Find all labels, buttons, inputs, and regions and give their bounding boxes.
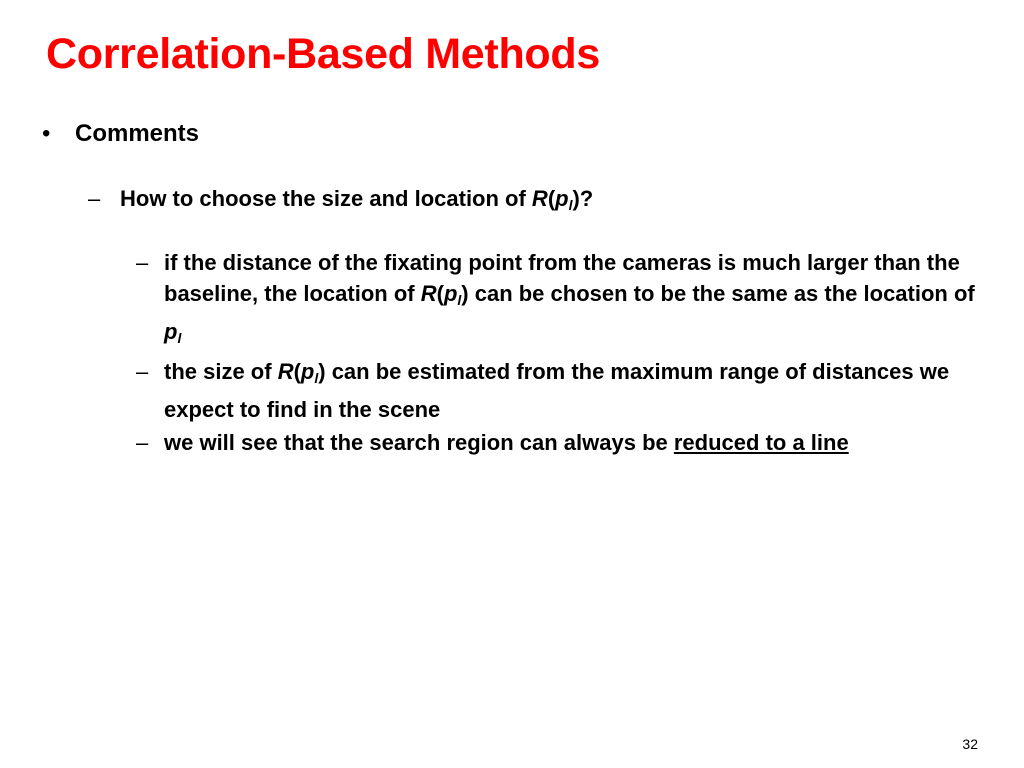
sub-bullet-list — [136, 247, 976, 460]
page-number: 32 — [962, 736, 978, 752]
paren-open: ( — [436, 281, 444, 306]
sub-bullet-item — [136, 356, 976, 425]
symbol-R: R — [420, 281, 437, 306]
dash-icon: – — [88, 186, 101, 211]
question-text-post: )? — [572, 186, 594, 211]
text-mid: ) can be chosen to be the same as the location of — [461, 281, 975, 306]
symbol-sub-l: l — [314, 370, 319, 386]
symbol-p: p — [555, 186, 569, 211]
paren-open: ( — [293, 359, 301, 384]
dash-icon: – — [136, 250, 149, 275]
text-pre: we will see that the search region can always be — [164, 430, 674, 455]
text-post: ) can be estimated from the maximum range of distances we expect to find in the scene — [164, 359, 950, 422]
symbol-R: R — [277, 359, 294, 384]
text-pre: if the distance of the fixating point from the cameras is much larger than the baseline, the location of — [164, 250, 960, 306]
symbol-p: p — [164, 319, 178, 344]
dash-icon: – — [136, 430, 149, 455]
sub-bullet-text — [164, 247, 976, 354]
symbol-R: R — [531, 186, 548, 211]
dash-icon: – — [136, 359, 149, 384]
slide-title: Correlation-Based Methods — [46, 30, 600, 78]
bullet-question — [88, 186, 593, 213]
sub-bullet-item — [136, 247, 976, 354]
underlined-emphasis: reduced to a line — [673, 430, 849, 455]
symbol-p: p — [300, 359, 315, 384]
paren-open: ( — [547, 186, 556, 211]
sub-bullet-text — [164, 427, 976, 458]
bullet-comments — [42, 120, 199, 148]
symbol-sub-l: l — [177, 330, 182, 346]
symbol-p: p — [443, 281, 458, 306]
symbol-sub-l: l — [568, 197, 573, 213]
text-pre: the size of — [164, 359, 278, 384]
question-text-pre: How to choose the size and location of — [120, 186, 532, 211]
bullet-question-text — [120, 186, 593, 213]
sub-bullet-item — [136, 427, 976, 458]
symbol-sub-l: l — [457, 292, 462, 308]
sub-bullet-text — [164, 356, 976, 425]
bullet-comments-label: Comments — [75, 120, 200, 147]
bullet-dot-icon: • — [42, 120, 51, 147]
